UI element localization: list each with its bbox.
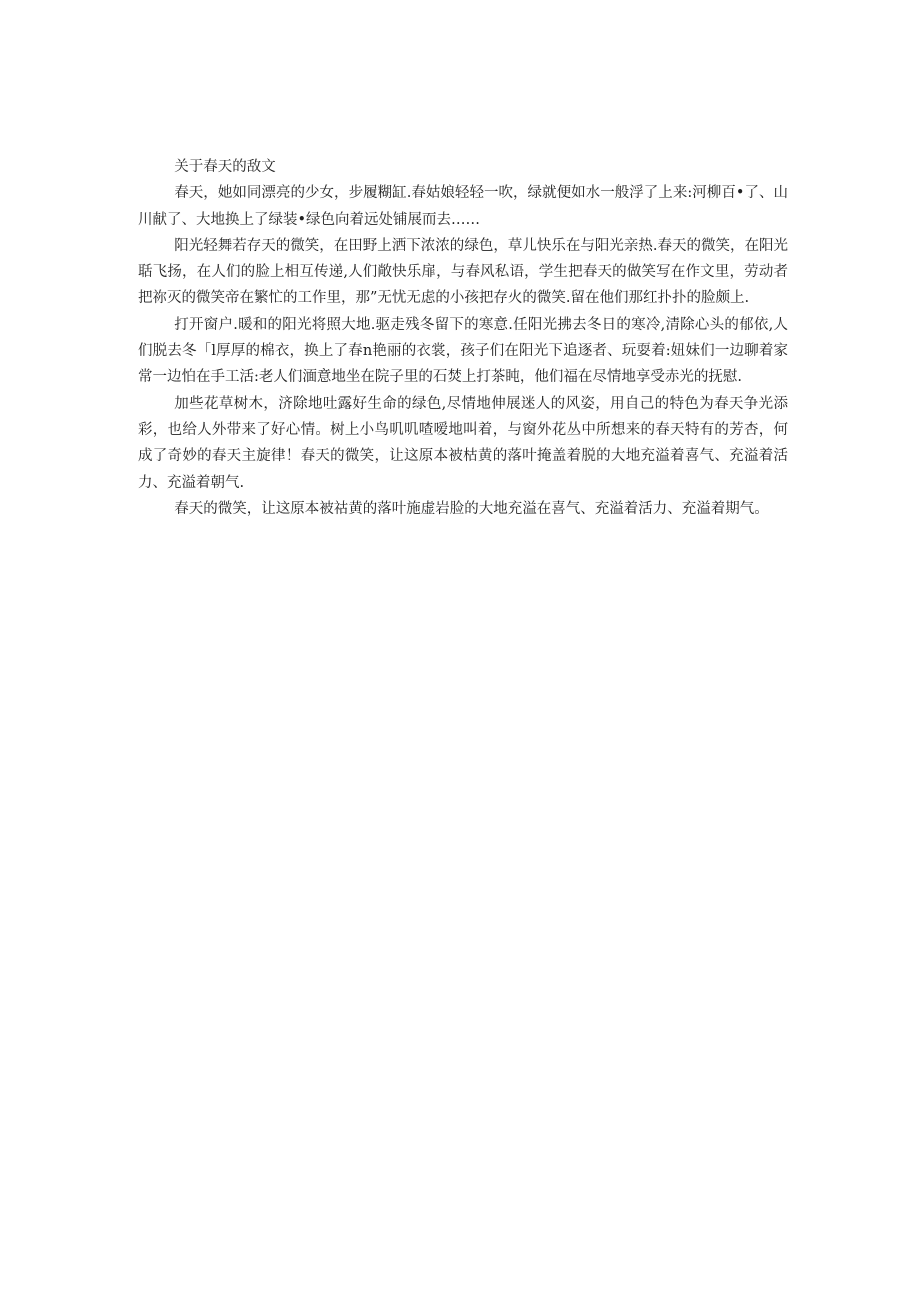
paragraph-4: 加些花草树木，济除地吐露好生命的绿色,尽情地伸展迷人的风姿，用自己的特色为春天争光添彩，也给人外带来了好心情。树上小鸟叽叽喳嗳地叫着，与窗外花丛中所想来的春天特有的芳杏，何成了奇妙的春天主旋律！春天的微笑，让这原本被枯黄的落叶掩盖着脱的大地充溢着喜气、充溢着活力、充溢着朝气.: [138, 395, 788, 491]
paragraph-3: 打开窗户.暖和的阳光将照大地.驱走残冬留下的寒意.任阳光拂去冬日的寒冷,清除心头的郁依,人们脱去冬「l厚厚的棉衣，换上了春n艳丽的衣裳，孩子们在阳光下追逐者、玩耍着:妞妹们一边聊着家常一边怕在手工活:老人们湎意地坐在院子里的石焚上打茶盹，他们福在尽情地享受赤光的抚慰.: [138, 316, 788, 386]
paragraph-1: 春天，她如同漂亮的少女，步履糊缸.春姑娘轻轻一吹，绿就便如水一般浮了上来:河柳百•了、山川献了、大地换上了绿装•绿色向着远处铺展而去……: [138, 185, 788, 228]
paragraph-5: 春天的微笑，让这原本被祜黄的落叶施虚岩脸的大地充溢在喜气、充溢着活力、充溢着期气。: [174, 500, 769, 517]
paragraph-2: 阳光轻舞若存天的微笑，在田野上洒下浓浓的绿色，草儿快乐在与阳光亲热.春天的微笑，在阳光聒飞扬，在人们的脸上相互传递,人们敞快乐扉，与春风私语，学生把春天的做笑写在作文里，劳动者把祢灭的微笑帝在繁忙的工作里，那”无忧无虑的小孩把存火的微笑.留在他们那红扑扑的脸颇上.: [138, 237, 788, 307]
article-title: 关于春天的敌文: [174, 159, 276, 175]
article-body: [138, 154, 788, 522]
